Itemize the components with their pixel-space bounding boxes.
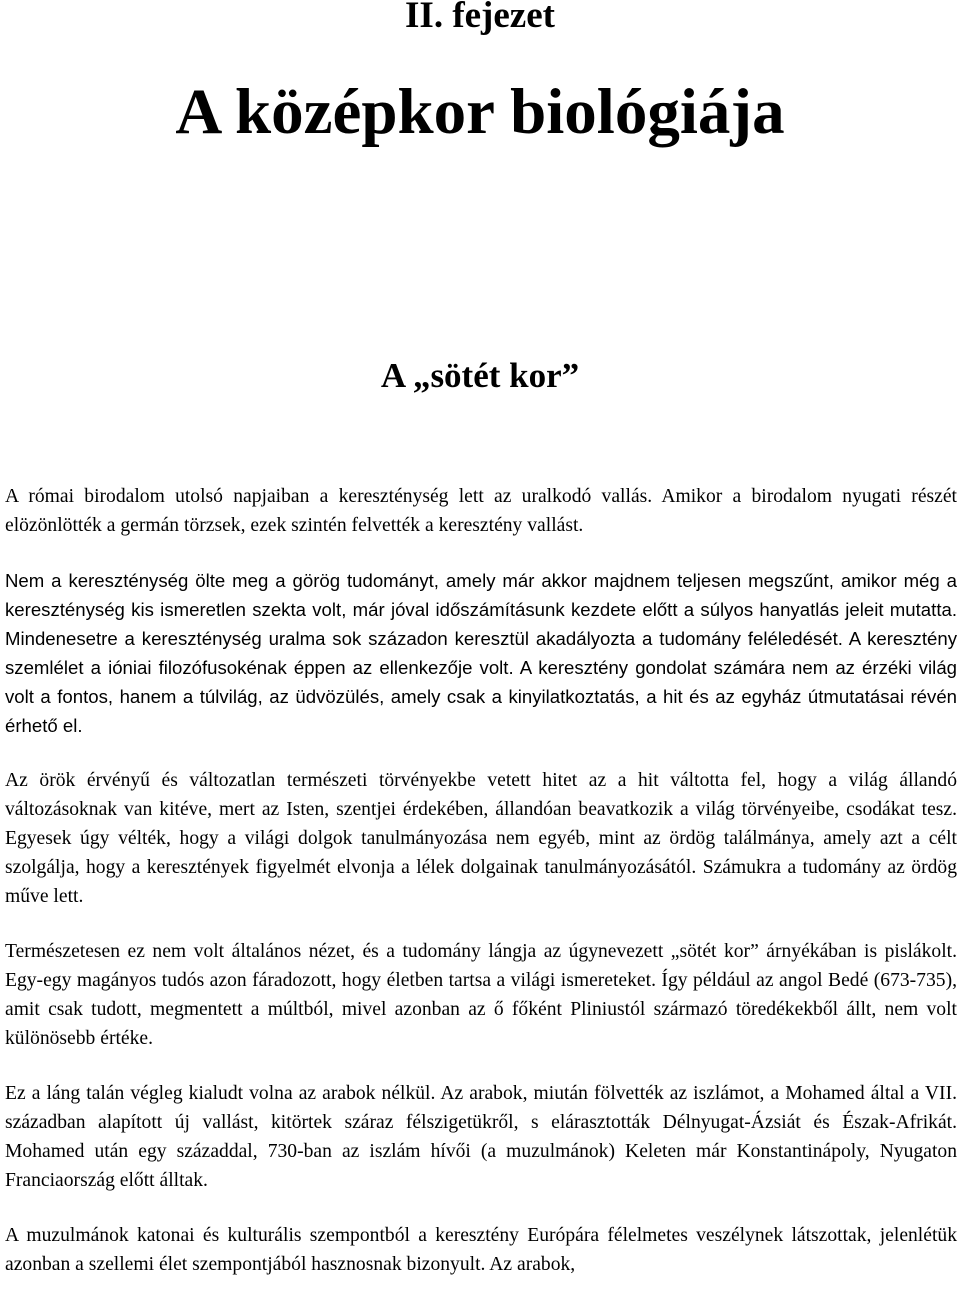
chapter-label: II. fejezet xyxy=(405,0,555,36)
paragraph-1: A római birodalom utolsó napjaiban a kereszténység lett az uralkodó vallás. Amikor a birodalom nyugati részét elözönlötték a germán törzsek, ezek szintén felvették a keresztény vallást. xyxy=(5,486,957,536)
paragraph-6: A muzulmánok katonai és kulturális szempontból a keresztény Európára félelmetes veszélynek látszottak, jelenlétük azonban a szellemi élet szempontjából hasznosnak bizonyult. Az arabok, xyxy=(5,1225,957,1275)
paragraph-3: Az örök érvényű és változatlan természeti törvényekbe vetett hitet az a hit váltotta fel, hogy a világ állandó változásoknak van kitéve, mert az Isten, szentjei érdekében, állandóan beavatkozik a világ törvényeibe, csodákat tesz. Egyesek úgy vélték, hogy a világi dolgok tanulmányozása nem egyéb, mint az ördög találmánya, amely azt a célt szolgálja, hogy a keresztények figyelmét elvonja a lélek dolgainak tanulmányozásától. Számukra a tudomány az ördög műve lett. xyxy=(5,770,957,907)
paragraph-2: Nem a kereszténység ölte meg a görög tudományt, amely már akkor majdnem teljesen megszűnt, amikor még a kereszténység kis ismeretlen szekta volt, már jóval időszámításunk kezdete előtt a súlyos hanyatlás jeleit mutatta. Mindenesetre a kereszténység uralma sok századon keresztül akadályozta a tudomány feléledését. A keresztény szemlélet a ióniai filozófusokénak éppen az ellenkezője volt. A keresztény gondolat számára nem az érzéki világ volt a fontos, hanem a túlvilág, az üdvözülés, amely csak a kinyilatkoztatás, a hit és az egyház útmutatásai révén érhető el. xyxy=(5,570,957,736)
paragraph-5: Ez a láng talán végleg kialudt volna az arabok nélkül. Az arabok, miután fölvették az iszlámot, a Mohamed által a VII. században alapított új vallást, kitörtek száraz félszigetükről, s elárasztották Délnyugat-Ázsiát és Észak-Afrikát. Mohamed után egy századdal, 730-ban az iszlám hívői (a muzulmánok) Keleten már Konstantinápoly, Nyugaton Franciaország előtt álltak. xyxy=(5,1083,957,1191)
body-text xyxy=(5,482,957,1279)
section-title: A „sötét kor” xyxy=(380,356,580,395)
paragraph-4: Természetesen ez nem volt általános nézet, és a tudomány lángja az úgynevezett „sötét kor” árnyékában is pislákolt. Egy-egy magányos tudós azon fáradozott, hogy életben tartsa a világi ismereteket. Így például az angol Bedé (673-735), amit csak tudott, megmentett a múltból, mivel azonban az ő főként Pliniustól származó töredékekből állt, nem volt különösebb értéke. xyxy=(5,941,957,1049)
chapter-title: A középkor biológiája xyxy=(175,76,785,148)
